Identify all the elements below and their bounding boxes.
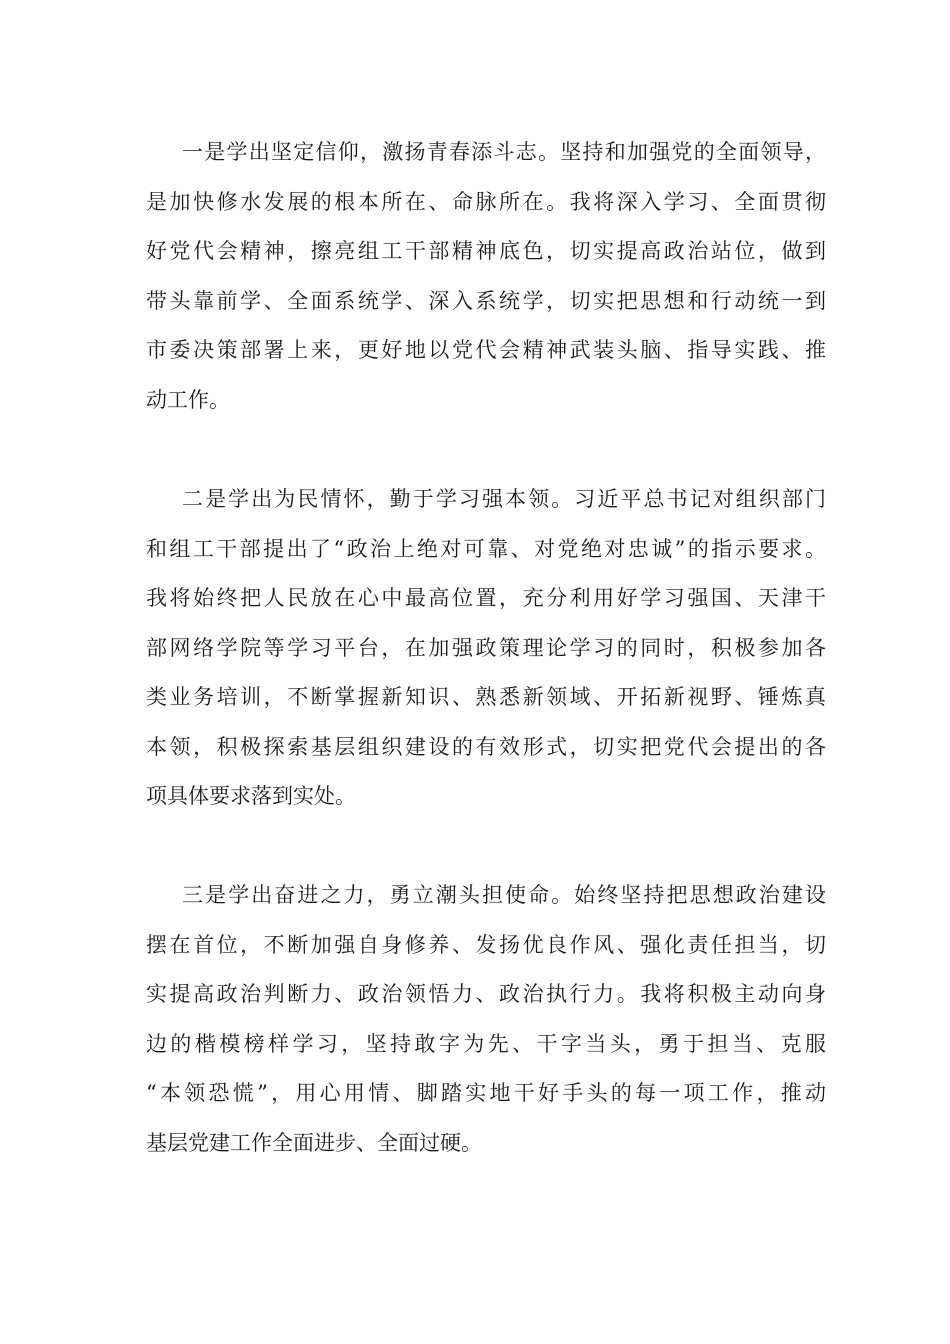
paragraph-line: 摆在首位，不断加强自身修养、发扬优良作风、强化责任担当，切 bbox=[146, 932, 826, 957]
paragraph-line: 边的楷模榜样学习，坚持敢字为先、干字当头，勇于担当、克服 bbox=[146, 1031, 826, 1056]
paragraph-line: 我将始终把人民放在心中最高位置，充分利用好学习强国、天津干 bbox=[146, 586, 826, 610]
paragraph-2 bbox=[146, 475, 826, 822]
paragraph-line: 实提高政治判断力、政治领悟力、政治执行力。我将积极主动向身 bbox=[146, 982, 826, 1006]
paragraph-3 bbox=[146, 871, 826, 1168]
paragraph-line: 部网络学院等学习平台，在加强政策理论学习的同时，积极参加各 bbox=[146, 635, 826, 660]
paragraph-line: 类业务培训，不断掌握新知识、熟悉新领域、开拓新视野、锤炼真 bbox=[146, 685, 826, 709]
paragraph-line: 二是学出为民情怀，勤于学习强本领。习近平总书记对组织部门 bbox=[182, 487, 826, 511]
paragraph-line: 项具体要求落到实处。 bbox=[146, 784, 356, 808]
paragraph-line: “本领恐慌”，用心用情、脚踏实地干好手头的每一项工作，推动 bbox=[146, 1081, 826, 1105]
paragraph-line: 好党代会精神，擦亮组工干部精神底色，切实提高政治站位，做到 bbox=[146, 239, 826, 263]
paragraph-line: 一是学出坚定信仰，激扬青春添斗志。坚持和加强党的全面领导， bbox=[182, 140, 826, 164]
paragraph-line: 动工作。 bbox=[146, 387, 230, 412]
paragraph-line: 市委决策部署上来，更好地以党代会精神武装头脑、指导实践、推 bbox=[146, 338, 826, 362]
paragraph-1 bbox=[146, 128, 826, 425]
paragraph-line: 和组工干部提出了“政治上绝对可靠、对党绝对忠诚”的指示要求。 bbox=[146, 536, 826, 561]
paragraph-line: 三是学出奋进之力，勇立潮头担使命。始终坚持把思想政治建设 bbox=[182, 883, 826, 907]
paragraph-line: 基层党建工作全面进步、全面过硬。 bbox=[146, 1130, 482, 1155]
paragraph-line: 是加快修水发展的根本所在、命脉所在。我将深入学习、全面贯彻 bbox=[146, 189, 826, 214]
paragraph-line: 本领，积极探索基层组织建设的有效形式，切实把党代会提出的各 bbox=[146, 734, 826, 759]
paragraph-line: 带头靠前学、全面系统学、深入系统学，切实把思想和行动统一到 bbox=[146, 288, 826, 313]
